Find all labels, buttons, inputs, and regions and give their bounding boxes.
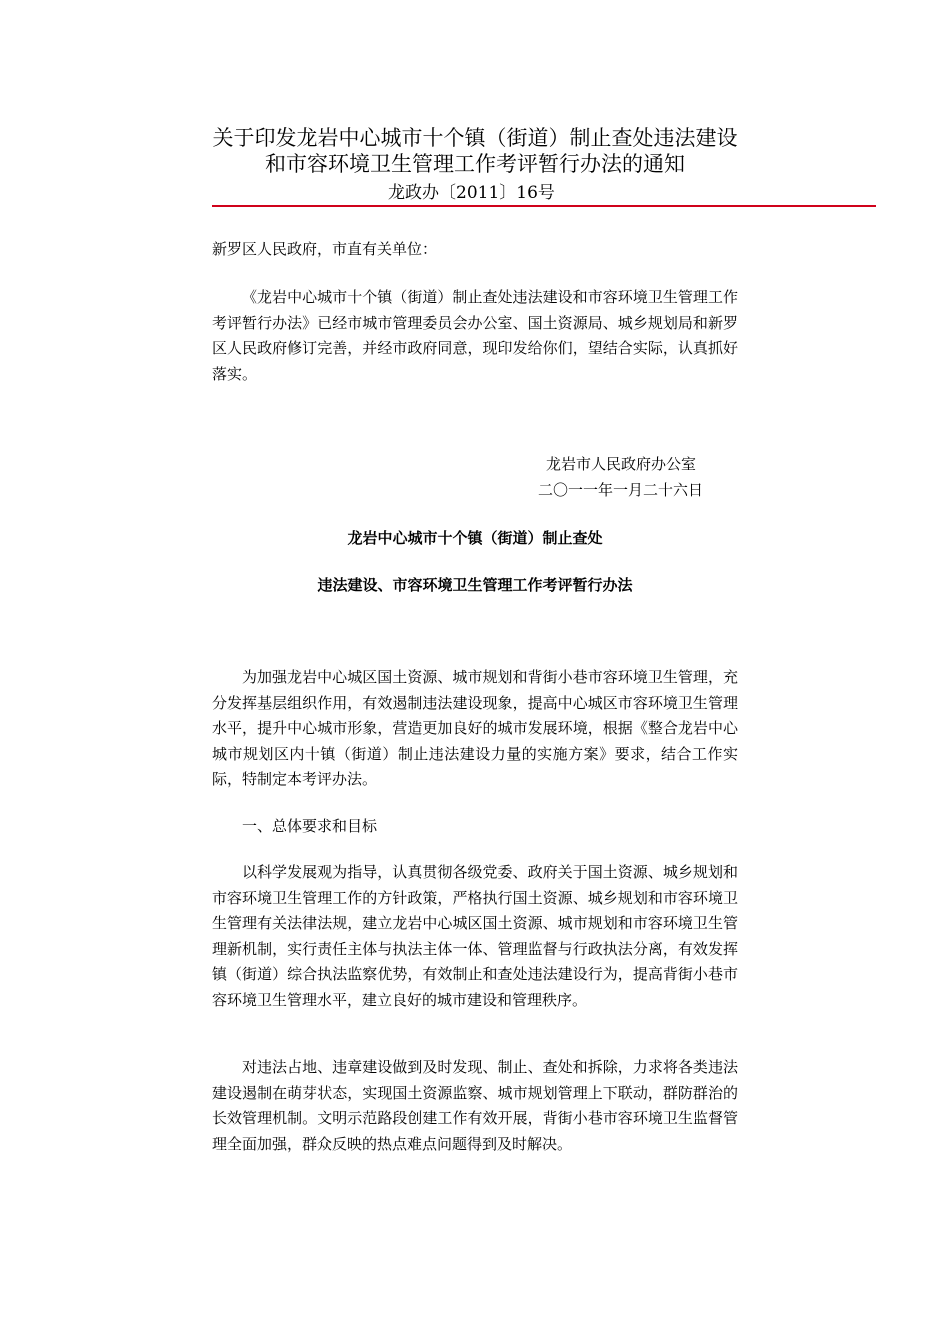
section-1-paragraph-2: 对违法占地、违章建设做到及时发现、制止、查处和拆除，力求将各类违法建设遏制在萌芽状态，实现国土资源监察、城市规划管理上下联动，群防群治的长效管理机制。文明示范路段创建工作有效开展，背街小巷市容环境卫生监督管理全面加强，群众反映的热点难点问题得到及时解决。: [212, 1058, 738, 1153]
recipients-line: 新罗区人民政府，市直有关单位：: [212, 240, 438, 258]
header-divider: [212, 205, 876, 207]
issue-date: 二〇一一年一月二十六日: [538, 481, 704, 499]
notice-title-line-1: 关于印发龙岩中心城市十个镇（街道）制止查处违法建设: [212, 126, 738, 150]
notice-title-line-2: 和市容环境卫生管理工作考评暂行办法的通知: [265, 152, 685, 176]
attachment-title-line-1: 龙岩中心城市十个镇（街道）制止查处: [347, 529, 603, 547]
notice-body: 《龙岩中心城市十个镇（街道）制止查处违法建设和市容环境卫生管理工作考评暂行办法》已经市城市管理委员会办公室、国土资源局、城乡规划局和新罗区人民政府修订完善，并经市政府同意，现印发给你们，望结合实际，认真抓好落实。: [212, 288, 738, 383]
attachment-title-line-2: 违法建设、市容环境卫生管理工作考评暂行办法: [317, 576, 633, 594]
issuer-signature: 龙岩市人民政府办公室: [546, 455, 697, 473]
document-number: 龙政办〔2011〕16号: [388, 183, 555, 203]
section-1-paragraph-1: 以科学发展观为指导，认真贯彻各级党委、政府关于国土资源、城乡规划和市容环境卫生管理工作的方针政策，严格执行国土资源、城乡规划和市容环境卫生管理有关法律法规，建立龙岩中心城区国土资源、城市规划和市容环境卫生管理新机制，实行责任主体与执法主体一体、管理监督与行政执法分离，有效发挥镇（街道）综合执法监察优势，有效制止和查处违法建设行为，提高背街小巷市容环境卫生管理水平，建立良好的城市建设和管理秩序。: [212, 863, 738, 1009]
section-1-heading: 一、总体要求和目标: [242, 817, 378, 835]
attachment-intro-paragraph: 为加强龙岩中心城区国土资源、城市规划和背街小巷市容环境卫生管理，充分发挥基层组织作用，有效遏制违法建设现象，提高中心城区市容环境卫生管理水平，提升中心城市形象，营造更加良好的城市发展环境，根据《整合龙岩中心城市规划区内十镇（街道）制止违法建设力量的实施方案》要求，结合工作实际，特制定本考评办法。: [212, 668, 738, 788]
